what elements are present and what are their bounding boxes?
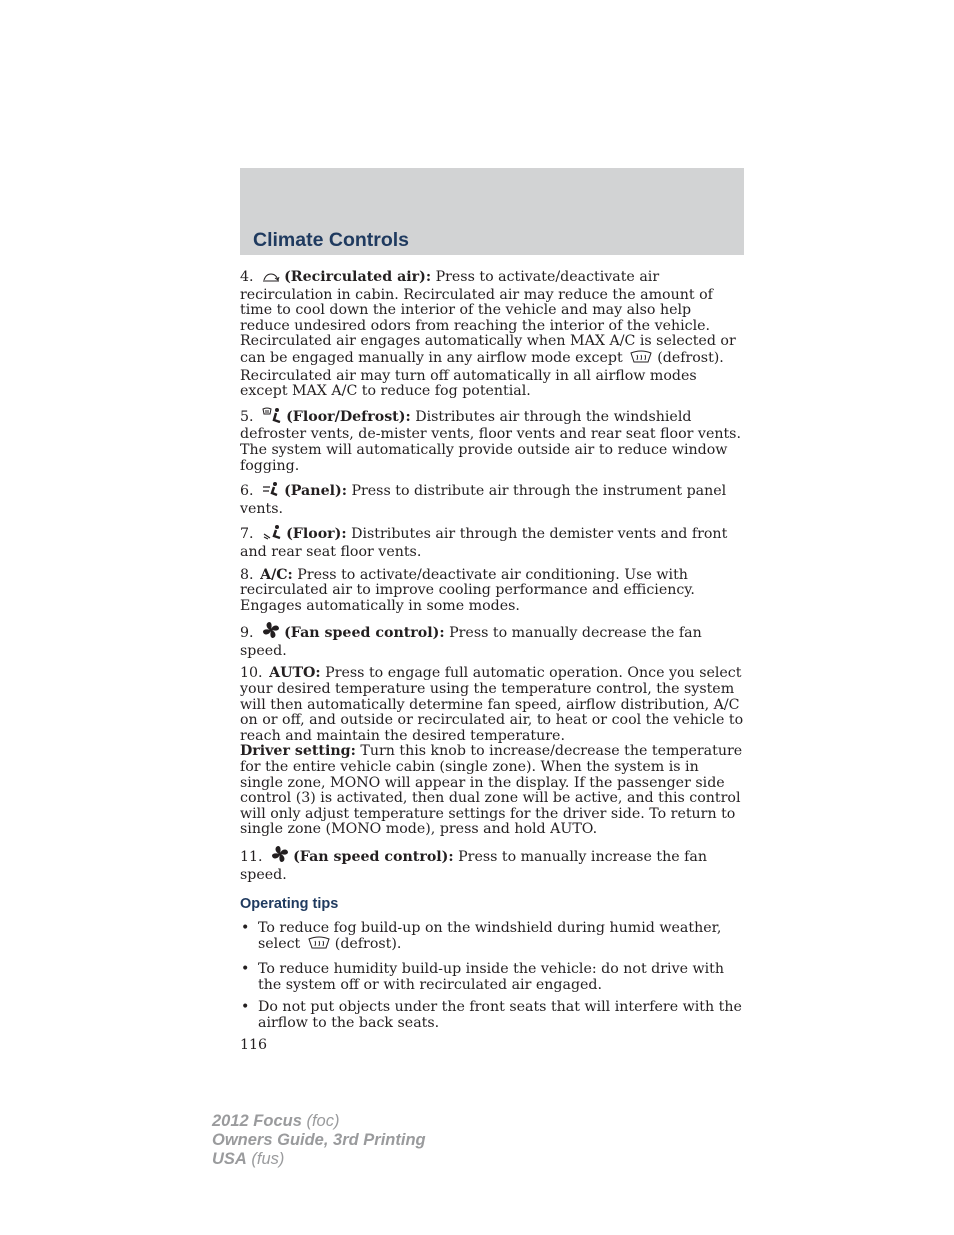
section-title: Climate Controls: [253, 229, 410, 251]
item-label: AUTO:: [269, 665, 321, 682]
item-label: (Recirculated air):: [284, 269, 432, 285]
item-number: 9.: [240, 625, 254, 642]
driver-setting-label: Driver setting:: [240, 743, 356, 760]
floor-vent-icon: [262, 524, 282, 545]
item-number: 6.: [240, 483, 254, 500]
page-number: 116: [240, 1037, 268, 1054]
list-item-6: [240, 481, 744, 517]
item-label: (Panel):: [284, 483, 347, 500]
item-label: (Fan speed control):: [284, 625, 445, 642]
list-item: [240, 921, 744, 955]
item-number: 5.: [240, 408, 254, 425]
footer-model: 2012 Focus: [212, 1112, 302, 1130]
item-text: Press to activate/deactivate air conditioning. Use with recirculated air to improve cooling performance and efficiency. Engages automatically in some modes.: [240, 566, 695, 614]
bullet-text: Do not put objects under the front seats that will interfere with the airflow to the back seats.: [258, 999, 742, 1031]
bullet-text: To reduce humidity build-up inside the vehicle: do not drive with the system off or with recirculated air engaged.: [258, 960, 725, 993]
bullet-text-continued: (defrost).: [334, 936, 402, 953]
list-item-11: [240, 845, 744, 883]
footer-line-1: [212, 1112, 426, 1131]
item-number: 4.: [240, 269, 254, 285]
fan-icon: [271, 845, 289, 868]
item-label: A/C:: [260, 566, 293, 583]
item-text-continued: (defrost). Recirculated air may turn off automatically in all airflow modes except MAX A/C to reduce fog potential.: [240, 349, 724, 400]
floor-defrost-icon: [262, 407, 282, 428]
item-label: (Floor/Defrost):: [286, 408, 411, 425]
item-label: (Fan speed control):: [293, 849, 454, 865]
footer-line-3: [212, 1150, 426, 1169]
fan-icon: [262, 621, 280, 644]
list-item-7: [240, 524, 744, 560]
item-text: Press to engage full automatic operation. Once you select your desired temperature using the temperature control, the system will then automatically determine fan speed, airflow distribution, A/C on or off, and outside or recirculated air, to heat or cool the vehicle to reach and maintain the desired temperature.: [240, 665, 744, 744]
list-item-9: [240, 621, 744, 659]
manual-content: [240, 270, 744, 1054]
defrost-icon: [629, 350, 653, 369]
item-number: 7.: [240, 526, 254, 543]
list-item: [240, 1000, 744, 1031]
driver-setting-paragraph: [240, 744, 744, 838]
item-number: 8.: [240, 566, 254, 583]
footer-model-code: (foc): [301, 1112, 340, 1130]
item-text: Press to activate/deactivate air recirculation in cabin. Recirculated air may reduce the amount of time to cool down the interior of the vehicle and may also help reduce undesired odors from reaching the interior of the vehicle. Recirculated air engages automatically when MAX A/C is selected or can be engaged manually in any airflow mode except: [240, 269, 736, 366]
bullet-text: To reduce fog build-up on the windshield during humid weather, select: [258, 919, 722, 953]
list-item-10: [240, 666, 744, 838]
panel-vent-icon: [262, 481, 280, 502]
item-paragraph: [240, 666, 744, 744]
list-item-8: [240, 568, 744, 615]
item-number: 11.: [240, 849, 263, 865]
item-text: Press to manually increase the fan speed.: [240, 849, 707, 883]
driver-setting-text: Turn this knob to increase/decrease the temperature for the entire vehicle cabin (single zone). When the system is in single zone, MONO will appear in the display. If the passenger side control (3) is activated, then dual zone will be active, and this control will only adjust temperature settings for the driver side. To return to single zone (MONO mode), press and hold AUTO.: [240, 743, 743, 838]
item-text: Press to manually decrease the fan speed.: [240, 625, 702, 659]
item-label: (Floor):: [286, 526, 347, 543]
item-number: 10.: [240, 665, 263, 682]
item-text: Distributes air through the demister vents and front and rear seat floor vents.: [240, 526, 728, 560]
operating-tips-list: [240, 921, 744, 1032]
operating-tips-heading: Operating tips: [240, 896, 339, 913]
section-header-band: [240, 168, 744, 255]
footer-line-2: Owners Guide, 3rd Printing: [212, 1131, 426, 1149]
item-text: Press to distribute air through the instrument panel vents.: [240, 483, 727, 517]
recirculation-icon: [262, 272, 280, 288]
list-item-5: [240, 407, 744, 474]
list-item: [240, 962, 744, 993]
footer-market-code: (fus): [246, 1150, 285, 1168]
item-text: Distributes air through the windshield defroster vents, de-mister vents, floor vents and rear seat floor vents. The system will automatically provide outside air to reduce window fogging.: [240, 408, 741, 474]
defrost-icon: [307, 936, 331, 955]
document-footer: [212, 1112, 426, 1169]
footer-market: USA: [212, 1150, 247, 1168]
list-item-4: [240, 270, 744, 400]
